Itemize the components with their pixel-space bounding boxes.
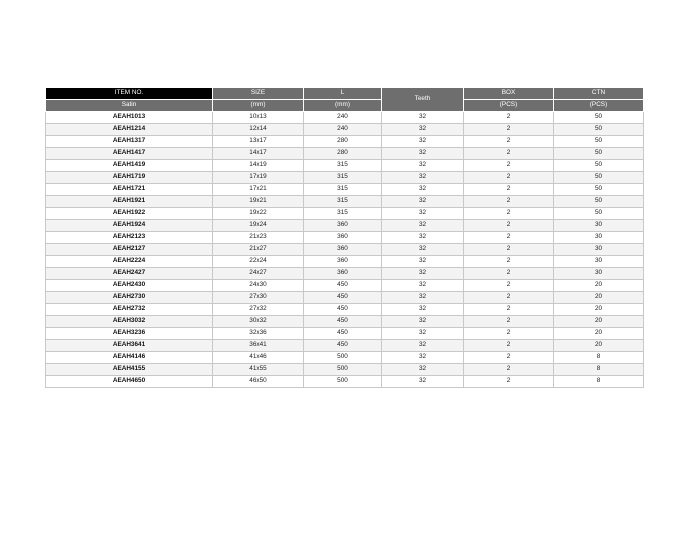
length-cell: 315 bbox=[304, 160, 382, 172]
size-cell: 12x14 bbox=[213, 124, 304, 136]
ctn-qty-cell: 30 bbox=[554, 220, 644, 232]
ctn-qty-cell: 20 bbox=[554, 292, 644, 304]
size-cell: 27x32 bbox=[213, 304, 304, 316]
table-row bbox=[46, 232, 644, 244]
table-row bbox=[46, 292, 644, 304]
item-number-cell: AEAH4155 bbox=[46, 364, 213, 376]
table-row bbox=[46, 124, 644, 136]
item-number-cell: AEAH1317 bbox=[46, 136, 213, 148]
product-spec-table bbox=[45, 88, 644, 388]
length-cell: 500 bbox=[304, 352, 382, 364]
length-cell: 315 bbox=[304, 172, 382, 184]
ctn-qty-cell: 20 bbox=[554, 328, 644, 340]
ctn-qty-cell: 50 bbox=[554, 160, 644, 172]
table-row bbox=[46, 160, 644, 172]
header-ctn: CTN bbox=[554, 88, 644, 100]
length-cell: 240 bbox=[304, 112, 382, 124]
item-number-cell: AEAH1924 bbox=[46, 220, 213, 232]
length-cell: 450 bbox=[304, 328, 382, 340]
product-spec-table-container bbox=[45, 88, 643, 388]
header-ctn-unit: (PCS) bbox=[554, 100, 644, 112]
header-box: BOX bbox=[464, 88, 554, 100]
box-qty-cell: 2 bbox=[464, 280, 554, 292]
ctn-qty-cell: 50 bbox=[554, 208, 644, 220]
item-number-cell: AEAH2123 bbox=[46, 232, 213, 244]
box-qty-cell: 2 bbox=[464, 232, 554, 244]
size-cell: 19x24 bbox=[213, 220, 304, 232]
table-row bbox=[46, 352, 644, 364]
length-cell: 315 bbox=[304, 208, 382, 220]
item-number-cell: AEAH3641 bbox=[46, 340, 213, 352]
length-cell: 450 bbox=[304, 340, 382, 352]
table-row bbox=[46, 364, 644, 376]
item-number-cell: AEAH1013 bbox=[46, 112, 213, 124]
teeth-cell: 32 bbox=[382, 160, 464, 172]
box-qty-cell: 2 bbox=[464, 304, 554, 316]
ctn-qty-cell: 8 bbox=[554, 376, 644, 388]
ctn-qty-cell: 30 bbox=[554, 232, 644, 244]
size-cell: 22x24 bbox=[213, 256, 304, 268]
header-item-no: ITEM NO. bbox=[46, 88, 213, 100]
ctn-qty-cell: 30 bbox=[554, 256, 644, 268]
box-qty-cell: 2 bbox=[464, 364, 554, 376]
table-row bbox=[46, 304, 644, 316]
ctn-qty-cell: 20 bbox=[554, 304, 644, 316]
box-qty-cell: 2 bbox=[464, 376, 554, 388]
teeth-cell: 32 bbox=[382, 292, 464, 304]
ctn-qty-cell: 50 bbox=[554, 112, 644, 124]
box-qty-cell: 2 bbox=[464, 196, 554, 208]
teeth-cell: 32 bbox=[382, 256, 464, 268]
table-row bbox=[46, 148, 644, 160]
length-cell: 315 bbox=[304, 184, 382, 196]
teeth-cell: 32 bbox=[382, 244, 464, 256]
box-qty-cell: 2 bbox=[464, 268, 554, 280]
header-teeth: Teeth bbox=[382, 88, 464, 112]
item-number-cell: AEAH3236 bbox=[46, 328, 213, 340]
size-cell: 46x50 bbox=[213, 376, 304, 388]
teeth-cell: 32 bbox=[382, 124, 464, 136]
size-cell: 19x22 bbox=[213, 208, 304, 220]
size-cell: 19x21 bbox=[213, 196, 304, 208]
size-cell: 41x55 bbox=[213, 364, 304, 376]
teeth-cell: 32 bbox=[382, 148, 464, 160]
box-qty-cell: 2 bbox=[464, 208, 554, 220]
item-number-cell: AEAH2224 bbox=[46, 256, 213, 268]
length-cell: 500 bbox=[304, 364, 382, 376]
length-cell: 450 bbox=[304, 316, 382, 328]
item-number-cell: AEAH2427 bbox=[46, 268, 213, 280]
item-number-cell: AEAH1719 bbox=[46, 172, 213, 184]
size-cell: 32x36 bbox=[213, 328, 304, 340]
size-cell: 14x17 bbox=[213, 148, 304, 160]
teeth-cell: 32 bbox=[382, 268, 464, 280]
item-number-cell: AEAH2430 bbox=[46, 280, 213, 292]
table-row bbox=[46, 136, 644, 148]
ctn-qty-cell: 30 bbox=[554, 244, 644, 256]
item-number-cell: AEAH2127 bbox=[46, 244, 213, 256]
length-cell: 360 bbox=[304, 220, 382, 232]
item-number-cell: AEAH1921 bbox=[46, 196, 213, 208]
table-row bbox=[46, 328, 644, 340]
ctn-qty-cell: 50 bbox=[554, 184, 644, 196]
ctn-qty-cell: 30 bbox=[554, 268, 644, 280]
header-finish: Satin bbox=[46, 100, 213, 112]
ctn-qty-cell: 8 bbox=[554, 364, 644, 376]
table-row bbox=[46, 244, 644, 256]
teeth-cell: 32 bbox=[382, 220, 464, 232]
length-cell: 240 bbox=[304, 124, 382, 136]
item-number-cell: AEAH2730 bbox=[46, 292, 213, 304]
teeth-cell: 32 bbox=[382, 136, 464, 148]
box-qty-cell: 2 bbox=[464, 148, 554, 160]
size-cell: 24x27 bbox=[213, 268, 304, 280]
ctn-qty-cell: 8 bbox=[554, 352, 644, 364]
size-cell: 17x21 bbox=[213, 184, 304, 196]
ctn-qty-cell: 50 bbox=[554, 124, 644, 136]
box-qty-cell: 2 bbox=[464, 244, 554, 256]
size-cell: 14x19 bbox=[213, 160, 304, 172]
size-cell: 30x32 bbox=[213, 316, 304, 328]
table-row bbox=[46, 208, 644, 220]
ctn-qty-cell: 20 bbox=[554, 316, 644, 328]
size-cell: 27x30 bbox=[213, 292, 304, 304]
length-cell: 280 bbox=[304, 136, 382, 148]
teeth-cell: 32 bbox=[382, 364, 464, 376]
ctn-qty-cell: 50 bbox=[554, 196, 644, 208]
item-number-cell: AEAH3032 bbox=[46, 316, 213, 328]
item-number-cell: AEAH4650 bbox=[46, 376, 213, 388]
box-qty-cell: 2 bbox=[464, 124, 554, 136]
ctn-qty-cell: 50 bbox=[554, 136, 644, 148]
box-qty-cell: 2 bbox=[464, 112, 554, 124]
size-cell: 21x27 bbox=[213, 244, 304, 256]
ctn-qty-cell: 20 bbox=[554, 340, 644, 352]
teeth-cell: 32 bbox=[382, 184, 464, 196]
header-size-unit: (mm) bbox=[213, 100, 304, 112]
teeth-cell: 32 bbox=[382, 172, 464, 184]
table-header bbox=[46, 88, 644, 112]
size-cell: 13x17 bbox=[213, 136, 304, 148]
box-qty-cell: 2 bbox=[464, 352, 554, 364]
length-cell: 360 bbox=[304, 256, 382, 268]
item-number-cell: AEAH4146 bbox=[46, 352, 213, 364]
header-length-unit: (mm) bbox=[304, 100, 382, 112]
length-cell: 500 bbox=[304, 376, 382, 388]
teeth-cell: 32 bbox=[382, 304, 464, 316]
box-qty-cell: 2 bbox=[464, 184, 554, 196]
header-size: SIZE bbox=[213, 88, 304, 100]
size-cell: 41x46 bbox=[213, 352, 304, 364]
length-cell: 360 bbox=[304, 232, 382, 244]
box-qty-cell: 2 bbox=[464, 160, 554, 172]
table-row bbox=[46, 280, 644, 292]
ctn-qty-cell: 50 bbox=[554, 172, 644, 184]
size-cell: 21x23 bbox=[213, 232, 304, 244]
item-number-cell: AEAH1417 bbox=[46, 148, 213, 160]
ctn-qty-cell: 50 bbox=[554, 148, 644, 160]
teeth-cell: 32 bbox=[382, 196, 464, 208]
size-cell: 17x19 bbox=[213, 172, 304, 184]
length-cell: 450 bbox=[304, 292, 382, 304]
box-qty-cell: 2 bbox=[464, 256, 554, 268]
table-row bbox=[46, 256, 644, 268]
header-length: L bbox=[304, 88, 382, 100]
table-body bbox=[46, 112, 644, 388]
box-qty-cell: 2 bbox=[464, 136, 554, 148]
table-row bbox=[46, 184, 644, 196]
box-qty-cell: 2 bbox=[464, 220, 554, 232]
table-row bbox=[46, 172, 644, 184]
teeth-cell: 32 bbox=[382, 352, 464, 364]
teeth-cell: 32 bbox=[382, 112, 464, 124]
box-qty-cell: 2 bbox=[464, 172, 554, 184]
teeth-cell: 32 bbox=[382, 340, 464, 352]
size-cell: 24x30 bbox=[213, 280, 304, 292]
box-qty-cell: 2 bbox=[464, 292, 554, 304]
length-cell: 360 bbox=[304, 244, 382, 256]
ctn-qty-cell: 20 bbox=[554, 280, 644, 292]
length-cell: 315 bbox=[304, 196, 382, 208]
box-qty-cell: 2 bbox=[464, 316, 554, 328]
teeth-cell: 32 bbox=[382, 376, 464, 388]
table-row bbox=[46, 316, 644, 328]
item-number-cell: AEAH2732 bbox=[46, 304, 213, 316]
size-cell: 10x13 bbox=[213, 112, 304, 124]
teeth-cell: 32 bbox=[382, 328, 464, 340]
table-row bbox=[46, 340, 644, 352]
table-row bbox=[46, 376, 644, 388]
header-box-unit: (PCS) bbox=[464, 100, 554, 112]
item-number-cell: AEAH1419 bbox=[46, 160, 213, 172]
table-row bbox=[46, 220, 644, 232]
teeth-cell: 32 bbox=[382, 316, 464, 328]
item-number-cell: AEAH1922 bbox=[46, 208, 213, 220]
length-cell: 450 bbox=[304, 280, 382, 292]
length-cell: 450 bbox=[304, 304, 382, 316]
item-number-cell: AEAH1214 bbox=[46, 124, 213, 136]
item-number-cell: AEAH1721 bbox=[46, 184, 213, 196]
box-qty-cell: 2 bbox=[464, 340, 554, 352]
teeth-cell: 32 bbox=[382, 208, 464, 220]
teeth-cell: 32 bbox=[382, 280, 464, 292]
length-cell: 280 bbox=[304, 148, 382, 160]
box-qty-cell: 2 bbox=[464, 328, 554, 340]
teeth-cell: 32 bbox=[382, 232, 464, 244]
table-row bbox=[46, 196, 644, 208]
table-row bbox=[46, 268, 644, 280]
size-cell: 36x41 bbox=[213, 340, 304, 352]
length-cell: 360 bbox=[304, 268, 382, 280]
table-row bbox=[46, 112, 644, 124]
